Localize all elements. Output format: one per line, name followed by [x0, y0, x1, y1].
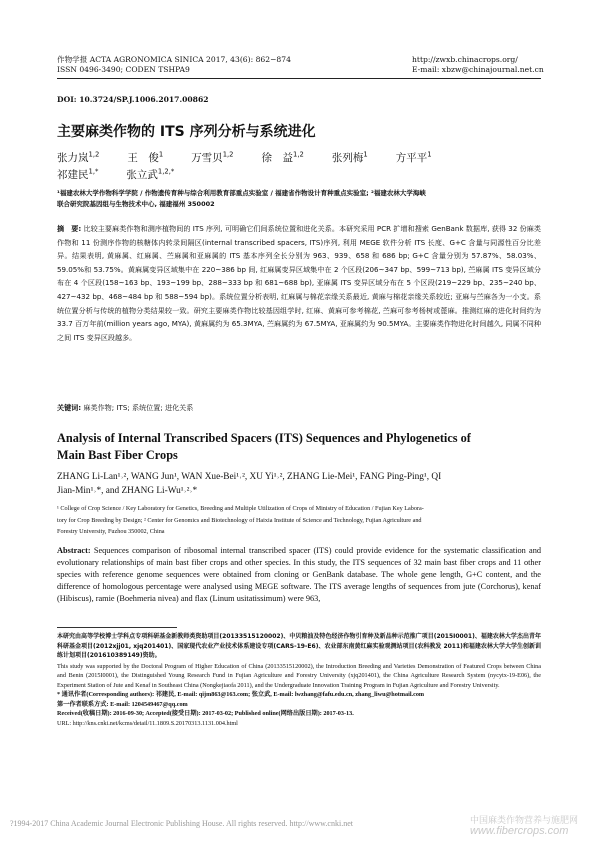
en-abstract-text: Sequences comparison of ribosomal internal transcribed spacer (ITS) could provide evidence for the systematic classification and evolutionary relationships of main bast fiber crops and other species. In this study, the ITS sequences of 32 main bast fiber crops and 11 other species with reference genome sequences were obtained from cloning or GenBank database. The whole gene length, G+C content, and the difference of homologous percentage were analysed using MEGE software. The ITS average lengths of sequences from jute (Corchorus), kenaf (Hibiscus), ramie (Boehmeria nivea) and flax (Linum usitatissimum) were 963,: [57, 546, 541, 603]
en-affiliation: [57, 503, 541, 538]
footnote-en-fund: This study was supported by the Doctoral Program of Higher Education of China (20133515120002), the Introduction Breeding and Varieties Demonstration of Featured Crops between China and Benin (2015I0001), the Distinguished Young Research Fund in Fujian Agriculture and Forestry University (xjq201401), the China Agriculture Research System (nycytx-19-E06), the Experiment Station of Jute and Kenaf in Southeast China (Nongkejiaofa 2011), and the Undergraduate Innovation Training Program in Fujian Agriculture and Forestry University.: [57, 662, 541, 689]
en-abstract: [57, 545, 541, 605]
cn-author-affil-sup: 1,2: [88, 150, 100, 159]
cn-author-name: 万雪贝: [191, 152, 223, 164]
journal-email[interactable]: E-mail: xbzw@chinajournal.net.cn: [412, 65, 544, 74]
en-title: [57, 430, 541, 464]
cn-author-name: 徐 益: [261, 152, 294, 164]
cn-keywords-text: 麻类作物; ITS; 系统位置; 进化关系: [81, 403, 194, 412]
cn-abstract-text: 比较主要麻类作物和测序植物间的 ITS 序列, 可明确它们间系统位置和进化关系。本研究采用 PCR 扩增和搜索 GenBank 数据库, 获得 32 份麻类作物和 11 份测序作物的核糖体内转录间隔区(internal transcribed spacers, ITS)序列, 利用 MEGE 软件分析 ITS 长度、G+C 含量与同源性百分比差异。结果表明, 黄麻属、红麻属、苎麻属和亚麻属的 ITS 基本序列全长分别为 963、939、658 和 686 bp; G+C 含量分别为 57.87%、58.03%、59.05%和 53.75%。黄麻属变异区域集中在 220~386 bp 间, 红麻属变异区域集中在 2 个区段(206~347 bp、599~713 bp), 苎麻属 ITS 变异区域分布在 4 个区段(158~163 bp、193~199 bp、288~333 bp 和 681~688 bp), 亚麻属 ITS 变异区域分布在 5 个区段(219~229 bp、235~240 bp、427~432 bp、468~484 bp 和 588~594 bp)。系统位置分析表明, 红麻属与棉花亲缘关系最近, 黄麻与棉花亲缘关系较近; 亚麻与苎麻各为一小支。系统位置分析与传统的植物分类结果较一致。研究主要麻类作物比较基因组学时, 红麻、黄麻可参考棉花, 苎麻可参考杨树或蓖麻。推测红麻的进化时间约为 33.7 百万年前(million years ago, MYA), 黄麻属约为 65.3MYA, 苎麻属约为 67.5MYA, 亚麻属约为 90.5MYA。主要麻类作物进化时间越久, 同属不同种之间 ITS 变异区段越多。: [57, 224, 541, 342]
cn-abstract-label: 摘 要:: [57, 224, 82, 233]
footnote-rule: [57, 627, 177, 628]
en-abstract-label: Abstract:: [57, 546, 91, 555]
cn-author-affil-sup: 1,2: [222, 150, 234, 159]
cn-affiliation: [57, 188, 541, 209]
en-authors-line-2: Jian-Min¹˒*, and ZHANG Li-Wu¹˒²˒*: [57, 485, 198, 496]
footnote-received: Received(收稿日期): 2016-09-30; Accepted(接受日期): 2017-03-02; Published online(网络出版日期): 2017-03-13.: [57, 710, 354, 718]
en-title-line-1: Analysis of Internal Transcribed Spacers (ITS) Sequences and Phylogenetics of: [57, 431, 471, 445]
cn-authors-line-1: [57, 150, 432, 165]
journal-header-line: 作物学报 ACTA AGRONOMICA SINICA 2017, 43(6): 862−874: [57, 55, 291, 64]
cn-author-name: 祁建民: [57, 169, 89, 181]
header-rule: [57, 78, 541, 79]
cn-affiliation-line-2: 联合研究院基因组与生物技术中心, 福建福州 350002: [57, 199, 215, 208]
journal-url[interactable]: http://zwxb.chinacrops.org/: [412, 55, 518, 64]
cn-abstract: [57, 222, 541, 344]
en-authors: [57, 471, 541, 498]
cn-author-name: 张立武: [126, 169, 158, 181]
footnote-cn-fund: 本研究由高等学校博士学科点专项科研基金新教师类资助项目(20133515120002)、中贝粮油及特色经济作物引育种及新品种示范推广项目(2015I0001)、福建农林大学杰出青年科研基金项目(2012xjj01, xjq201401)、国家现代农业产业技术体系建设专项(CARS-19-E6)、农业部东南黄红麻实验观测站项目(农科教发 2011)和福建农林大学大学生创新训练计划项目(201610389149)资助。: [57, 633, 541, 660]
watermark-cn: 中国麻类作物营养与施肥网: [470, 816, 579, 826]
cn-title: 主要麻类作物的 ITS 序列分析与系统进化: [57, 124, 316, 140]
en-authors-line-1: ZHANG Li-Lan¹˒², WANG Jun¹, WAN Xue-Bei¹˒², XU Yi¹˒², ZHANG Lie-Mei¹, FANG Ping-Ping¹, QI: [57, 472, 442, 482]
copyright-line: ?1994-2017 China Academic Journal Electronic Publishing House. All rights reserved. http://www.cnki.net: [10, 819, 353, 828]
cn-keywords: [57, 401, 541, 415]
footnotes: [57, 632, 541, 728]
cn-author-affil-sup: 1: [363, 150, 368, 159]
cn-author-affil-sup: 1,2,*: [157, 167, 175, 176]
cn-author-affil-sup: 1,*: [88, 167, 99, 176]
bottom-bar: [0, 805, 595, 842]
issn-line: ISSN 0496-3490; CODEN TSHPA9: [57, 65, 190, 74]
cn-author-name: 方平平: [395, 152, 428, 164]
cn-author-affil-sup: 1: [427, 150, 432, 159]
cn-affiliation-line-1: ¹福建农林大学作物科学学院 / 作物遗传育种与综合利用教育部重点实验室 / 福建省作物设计育种重点实验室; ²福建农林大学海峡: [57, 189, 426, 197]
watermark-url: www.fibercrops.com: [470, 825, 569, 837]
en-affiliation-line-2: tory for Crop Breeding by Design; ² Center for Genomics and Biotechnology of Haixia Institute of Science and Technology, Fujian Agriculture and: [57, 516, 422, 524]
cn-author-affil-sup: 1,2: [293, 150, 304, 159]
cn-author-name: 张列梅: [331, 152, 364, 164]
doi[interactable]: DOI: 10.3724/SP.J.1006.2017.00862: [57, 95, 209, 104]
cn-authors-line-2: [57, 167, 174, 182]
footnote-corresponding: * 通讯作者(Corresponding authors): 祁建民, E-mail: qijm863@163.com; 张立武, E-mail: lwzhang@fafu.edu.cn, zhang_liwu@hotmail.com: [57, 691, 425, 699]
cn-keywords-label: 关键词:: [57, 403, 82, 412]
cn-author-name: 王 俊: [127, 152, 159, 164]
cn-author-name: 张力岚: [57, 152, 89, 164]
cn-author-affil-sup: 1: [158, 150, 164, 159]
footnote-first-author: 第一作者联系方式: E-mail: 1204549467@qq.com: [57, 700, 188, 708]
en-affiliation-line-3: Forestry University, Fuzhou 350002, China: [57, 528, 165, 535]
en-title-line-2: Main Bast Fiber Crops: [57, 448, 178, 462]
en-affiliation-line-1: ¹ College of Crop Science / Key Laboratory for Genetics, Breeding and Multiple Utilization of Crops of Ministry of Education / Fujian Key Labora-: [57, 505, 424, 512]
footnote-url[interactable]: URL: http://kns.cnki.net/kcms/detail/11.1809.S.20170313.1131.004.html: [57, 719, 238, 727]
